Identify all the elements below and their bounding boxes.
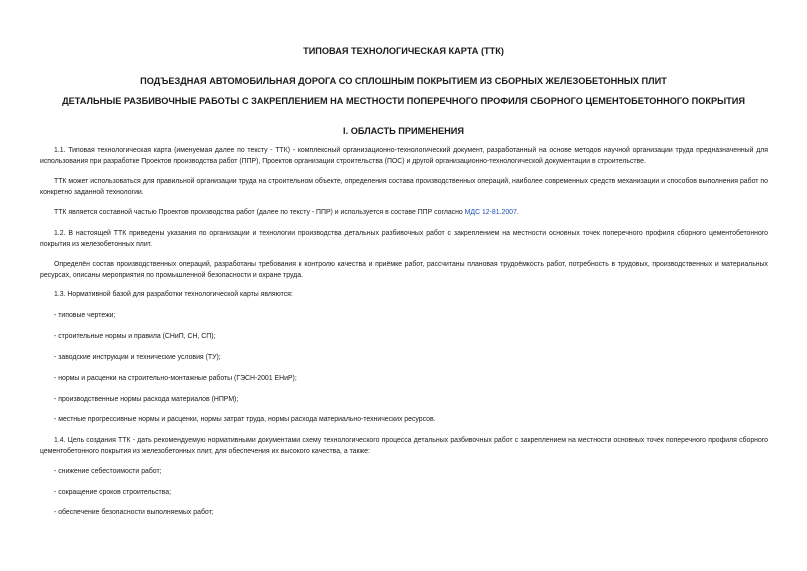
list-item: - производственные нормы расхода материалов (НПРМ); bbox=[54, 396, 239, 403]
document-subtitle-2: ДЕТАЛЬНЫЕ РАЗБИВОЧНЫЕ РАБОТЫ С ЗАКРЕПЛЕНИЕМ НА МЕСТНОСТИ ПОПЕРЕЧНОГО ПРОФИЛЯ СБОРНОГО ЦЕМЕНТОБЕТОННОГО ПОКРЫТИЯ bbox=[62, 96, 745, 106]
paragraph-composition: Определён состав производственных операций, разработаны требования к контролю качества и приёмке работ, рассчитаны плановая трудоёмкость работ, потребность в трудовых, производственных и материальных ресурсах, описаны мероприятия по промышленной безопасности и охране труда. bbox=[40, 261, 768, 279]
mds-link[interactable]: МДС 12-81.2007 bbox=[464, 209, 517, 216]
list-item: - нормы и расценки на строительно-монтажные работы (ГЭСН-2001 ЕНиР); bbox=[54, 375, 297, 382]
section-heading: I. ОБЛАСТЬ ПРИМЕНЕНИЯ bbox=[343, 126, 464, 136]
paragraph-1-3: 1.3. Нормативной базой для разработки технологической карты являются: bbox=[54, 291, 293, 298]
paragraph-1-1: 1.1. Типовая технологическая карта (именуемая далее по тексту - ТТК) - комплексный организационно-технологический документ, разработанный на основе методов научной организации труда предназначенный для использования при разработке Проектов производства работ (ППР), Проектов организации строительства (ПОС) и другой организационно-технологической документации в строительстве. bbox=[40, 147, 768, 165]
paragraph-1-4: 1.4. Цель создания ТТК - дать рекомендуемую нормативными документами схему технологического процесса детальных разбивочных работ с закреплением на местности основных точек поперечного профиля сборного цементобетонного покрытия из железобетонных плит, для обеспечения их высокого качества, а также: bbox=[40, 437, 768, 455]
list-item: - местные прогрессивные нормы и расценки, нормы затрат труда, нормы расхода материально-технических ресурсов. bbox=[54, 416, 436, 423]
list-item: - снижение себестоимости работ; bbox=[54, 468, 162, 475]
document-subtitle: ПОДЪЕЗДНАЯ АВТОМОБИЛЬНАЯ ДОРОГА СО СПЛОШНЫМ ПОКРЫТИЕМ ИЗ СБОРНЫХ ЖЕЛЕЗОБЕТОННЫХ ПЛИТ bbox=[140, 76, 667, 86]
paragraph-1-2: 1.2. В настоящей ТТК приведены указания по организации и технологии производства детальных разбивочных работ с закреплением на местности основных точек поперечного профиля сборного цементобетонного покрытия из железобетонных плит. bbox=[40, 230, 768, 248]
paragraph-ttk-usage: ТТК может использоваться для правильной организации труда на строительном объекте, определения состава производственных операций, наиболее современных средств механизации и способов выполнения работ по конкретно заданной технологии. bbox=[40, 178, 768, 196]
list-item: - строительные нормы и правила (СНиП, СН, СП); bbox=[54, 333, 216, 340]
paragraph-ttk-ppr bbox=[40, 208, 768, 219]
document-title: ТИПОВАЯ ТЕХНОЛОГИЧЕСКАЯ КАРТА (ТТК) bbox=[303, 46, 504, 56]
list-item: - заводские инструкции и технические условия (ТУ); bbox=[54, 354, 221, 361]
paragraph-text: ТТК является составной частью Проектов производства работ (далее по тексту - ППР) и используется в составе ППР согласно bbox=[54, 209, 465, 216]
list-item: - сокращение сроков строительства; bbox=[54, 489, 172, 496]
list-item: - типовые чертежи; bbox=[54, 312, 116, 319]
list-item: - обеспечение безопасности выполняемых работ; bbox=[54, 509, 214, 516]
paragraph-end: . bbox=[516, 209, 519, 216]
